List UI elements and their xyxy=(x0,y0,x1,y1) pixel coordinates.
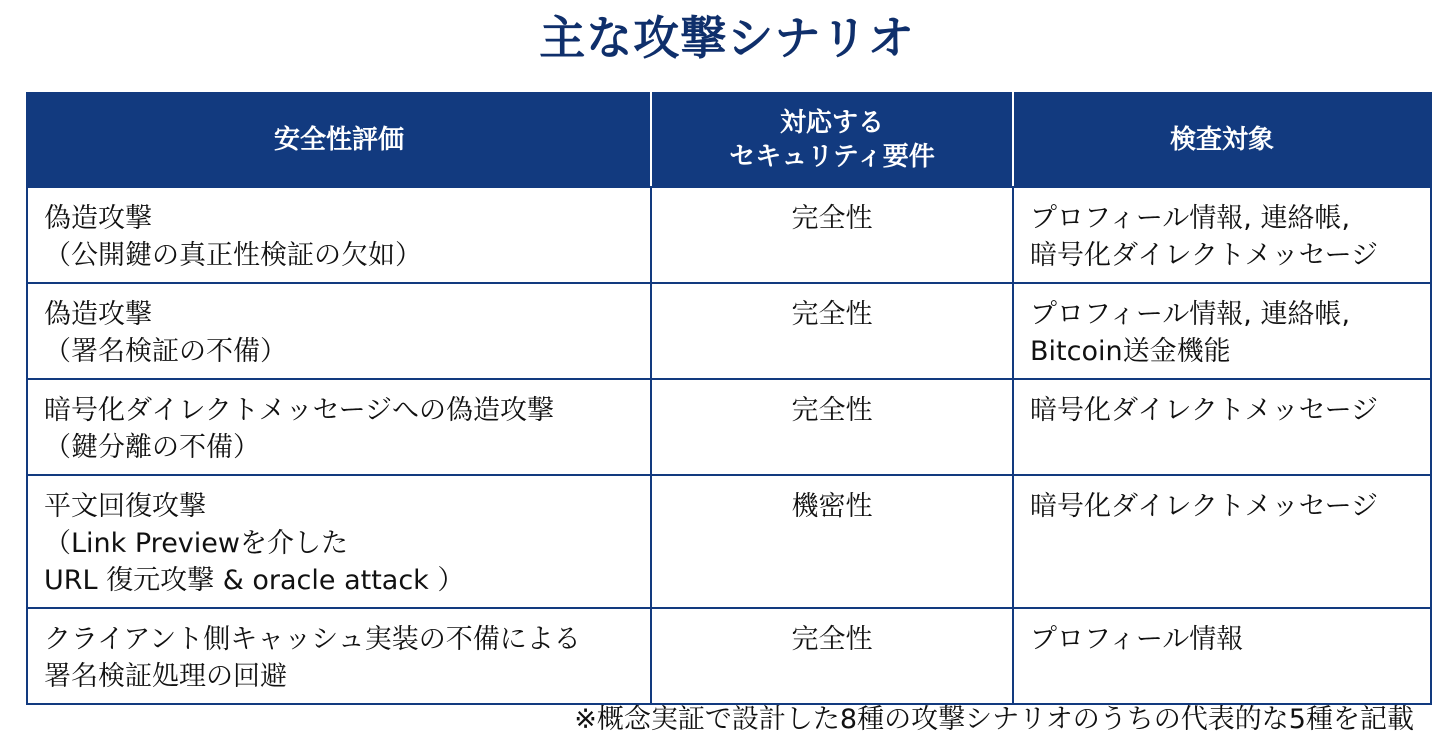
table-row xyxy=(27,379,1431,475)
cell-evaluation: 暗号化ダイレクトメッセージへの偽造攻撃 （鍵分離の不備） xyxy=(27,379,651,475)
header-security-requirement: 対応する セキュリティ要件 xyxy=(651,93,1013,187)
header-safety-evaluation: 安全性評価 xyxy=(27,93,651,187)
cell-target: プロフィール情報 xyxy=(1013,608,1431,704)
cell-target: プロフィール情報, 連絡帳, 暗号化ダイレクトメッセージ xyxy=(1013,187,1431,283)
cell-requirement: 完全性 xyxy=(651,187,1013,283)
table-row xyxy=(27,475,1431,608)
cell-requirement: 完全性 xyxy=(651,608,1013,704)
cell-evaluation: 偽造攻撃 （署名検証の不備） xyxy=(27,283,651,379)
cell-target: 暗号化ダイレクトメッセージ xyxy=(1013,379,1431,475)
cell-evaluation: 偽造攻撃 （公開鍵の真正性検証の欠如） xyxy=(27,187,651,283)
attack-scenario-table xyxy=(26,92,1432,705)
cell-target: プロフィール情報, 連絡帳, Bitcoin送金機能 xyxy=(1013,283,1431,379)
table-row xyxy=(27,608,1431,704)
footnote: ※概念実証で設計した8種の攻撃シナリオのうちの代表的な5種を記載 xyxy=(574,704,1414,735)
page-title: 主な攻撃シナリオ xyxy=(539,11,915,65)
cell-evaluation: クライアント側キャッシュ実装の不備による 署名検証処理の回避 xyxy=(27,608,651,704)
cell-evaluation: 平文回復攻撃 （Link Previewを介した URL 復元攻撃 & oracle attack ） xyxy=(27,475,651,608)
cell-requirement: 完全性 xyxy=(651,283,1013,379)
table-row xyxy=(27,187,1431,283)
cell-target: 暗号化ダイレクトメッセージ xyxy=(1013,475,1431,608)
header-inspection-target: 検査対象 xyxy=(1013,93,1431,187)
table-row xyxy=(27,283,1431,379)
cell-requirement: 機密性 xyxy=(651,475,1013,608)
table-header-row xyxy=(27,93,1431,187)
cell-requirement: 完全性 xyxy=(651,379,1013,475)
